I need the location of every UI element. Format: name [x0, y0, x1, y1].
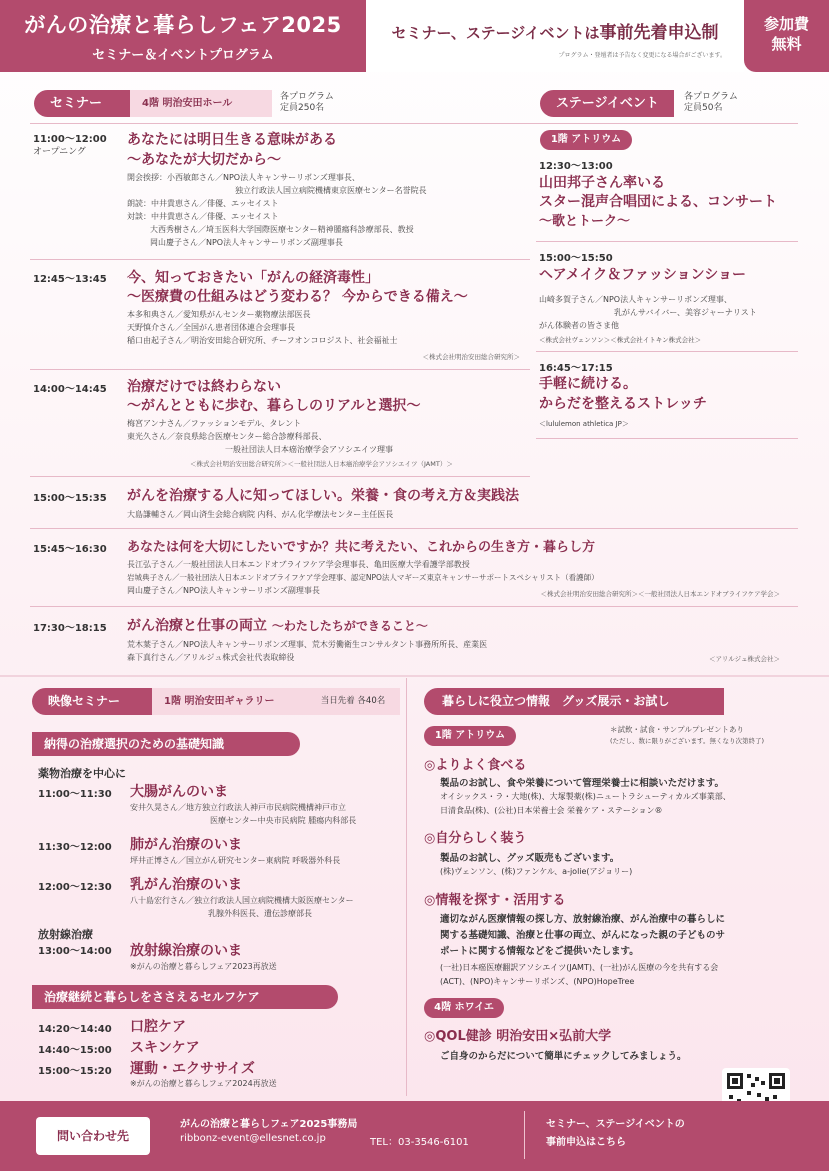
- video-time: 12:00～12:30: [38, 882, 112, 893]
- session-title2: ～あなたが大切だから～: [127, 152, 281, 168]
- stage-time: 12:30～13:00: [539, 161, 613, 172]
- session-time: 14:00～14:45: [33, 384, 107, 395]
- header-title-block: [0, 0, 366, 72]
- info-line: 関する基礎知識、治療と仕事の両立、がんになった親の子どものサ: [440, 930, 726, 941]
- fair-title: がんの治療と暮らしフェア2025: [24, 13, 342, 37]
- info-line: 適切ながん医療情報の探し方、放射線治療、がん治療中の暮らしに: [440, 914, 726, 925]
- phone[interactable]: TEL：03-3546-6101: [370, 1137, 469, 1148]
- info-title: ◎よりよく食べる: [424, 758, 527, 773]
- video-category: 薬物治療を中心に: [38, 767, 126, 780]
- seminar-capacity: 各プログラム 定員250名: [280, 92, 334, 113]
- session-title: あなたには明日生きる意味がある: [127, 132, 337, 148]
- speaker-line: 岡山慶子さん／NPO法人キャンサーリボンズ副理事長: [150, 238, 343, 247]
- info-line: (一社)日本癌医療翻訳アソシエイツ(JAMT)、(一社)がん医療の今を共有する会: [440, 963, 719, 972]
- speaker-line: 東光久さん／奈良県総合医療センター総合診療科部長、: [127, 432, 327, 441]
- info-venue-note: (ただし、数に限りがございます。無くなり次第終了): [610, 737, 765, 745]
- speaker-line: 本多和典さん／愛知県がんセンター薬物療法部医長: [127, 310, 311, 319]
- speaker-line: 稲口由起子さん／明治安田総合研究所、チーフオンコロジスト、社会福祉士: [127, 336, 398, 345]
- speaker-line: 朗読：中井貴恵さん／俳優、エッセイスト: [127, 199, 279, 208]
- info-line: (ACT)、(NPO)キャンサーリボンズ、(NPO)HopeTree: [440, 977, 635, 986]
- info-line: 製品のお試し、グッズ販売もございます。: [440, 853, 620, 864]
- session-title: がんを治療する人に知ってほしい。栄養・食の考え方＆実践法: [127, 488, 519, 504]
- video-bar-1: 納得の治療選択のための基礎知識: [32, 732, 300, 756]
- apply-line1: セミナー、ステージイベントの: [546, 1119, 685, 1130]
- seminar-row: [30, 479, 798, 529]
- info-title: ◎QOL健診 明治安田×弘前大学: [424, 1029, 612, 1044]
- stage-item: [536, 354, 798, 439]
- info-title: ◎情報を探す・活用する: [424, 893, 566, 908]
- speaker-line: 対談：中井貴恵さん／俳優、エッセイスト: [127, 212, 279, 221]
- session-title2: ～医療費の仕組みはどう変わる？ 今からできる備え～: [127, 289, 468, 305]
- speaker-line: 森下真行さん／アリルジュ株式会社代表取締役: [127, 653, 295, 662]
- seminar-row: [30, 372, 530, 477]
- speaker-line: 岡山慶子さん／NPO法人キャンサーリボンズ副理事長: [127, 586, 320, 595]
- fair-subtitle: セミナー＆イベントプログラム: [92, 48, 274, 63]
- stage-venue-pill: 1階 アトリウム: [540, 130, 632, 150]
- session-title2: ～がんとともに歩む、暮らしのリアルと選択～: [127, 398, 421, 414]
- video-title: 肺がん治療のいま: [130, 837, 242, 853]
- session-title: 治療だけでは終わらない: [127, 379, 281, 395]
- video-line: 乳腺外科医長、遺伝診療部長: [208, 909, 312, 918]
- care-note: ※がんの治療と暮らしフェア2024再放送: [130, 1079, 277, 1088]
- care-time: 14:40～15:00: [38, 1045, 112, 1056]
- sponsor-note: ＜株式会社明治安田総合研究所＞＜一般社団法人日本癌治療学会アソシエイツ（JAMT）＞: [190, 460, 453, 468]
- sponsor-note: ＜株式会社明治安田総合研究所＞: [422, 353, 520, 361]
- seminar-row: [30, 609, 798, 673]
- apply-line2: 事前申込はこちら: [546, 1137, 626, 1148]
- info-venue-pill: 1階 アトリウム: [424, 726, 516, 746]
- stage-capacity: 各プログラム 定員50名: [684, 92, 738, 113]
- divider: [0, 675, 829, 677]
- footer: [0, 1101, 829, 1171]
- info-venue-note: ＊試飲・試食・サンプルプレゼントあり: [610, 725, 745, 734]
- speaker-line: 天野慎介さん／全国がん患者団体連合会理事長: [127, 323, 295, 332]
- session-time: 12:45～13:45: [33, 274, 107, 285]
- video-line: 安井久晃さん／地方独立行政法人神戸市民病院機構神戸市立: [130, 803, 346, 812]
- speaker-line: 大西秀樹さん／埼玉医科大学国際医療センター精神腫瘍科診療部長、教授: [150, 225, 414, 234]
- video-title: 大腸がんのいま: [130, 784, 228, 800]
- divider: [30, 123, 798, 124]
- sponsor-note: ＜株式会社明治安田総合研究所＞＜一般社団法人日本エンドオブライフケア学会＞: [540, 590, 780, 598]
- session-title: がん治療と仕事の両立: [127, 618, 267, 634]
- care-title: 運動・エクササイズ: [130, 1061, 255, 1077]
- badge-line1: 参加費: [763, 15, 809, 33]
- speaker-line: 荒木葉子さん／NPO法人キャンサーリボンズ理事、荒木労働衛生コンサルタント事務所所長、産業医: [127, 640, 488, 649]
- video-title: 乳がん治療のいま: [130, 877, 242, 893]
- stage-title: ～歌とトーク～: [539, 214, 631, 229]
- care-time: 14:20～14:40: [38, 1024, 112, 1035]
- video-tab: 映像セミナー: [32, 688, 152, 715]
- stage-line: ＜lululemon athletica JP＞: [539, 420, 629, 428]
- video-time: 11:00～11:30: [38, 789, 112, 800]
- seminar-row: [30, 262, 530, 370]
- stage-title: スター混声合唱団による、コンサート: [539, 194, 777, 210]
- free-badge: [744, 0, 829, 72]
- session-title2: ～わたしたちができること～: [271, 619, 428, 633]
- session-time: 11:00～12:00: [33, 134, 107, 145]
- stage-item: [536, 154, 798, 242]
- info-venue-pill: 4階 ホワイエ: [424, 998, 504, 1018]
- speaker-line: 梅宮アンナさん／ファッションモデル、タレント: [127, 419, 302, 428]
- video-line: 坪井正博さん／国立がん研究センター東病院 呼吸器外科長: [130, 856, 341, 865]
- notice-bold: 事前先着申込制: [599, 23, 719, 43]
- info-title: ◎自分らしく装う: [424, 831, 527, 846]
- video-time: 13:00～14:00: [38, 946, 112, 957]
- info-line: (株)ヴェンソン、(株)ファンケル、a-jolie(アジョリー): [440, 867, 633, 876]
- stage-line: ＜株式会社ヴェンソン＞＜株式会社イトキン株式会社＞: [539, 336, 702, 344]
- header-notice: [366, 0, 744, 72]
- sponsor-note: ＜アリルジュ株式会社＞: [709, 655, 780, 663]
- speaker-line: 岩城典子さん／一般社団法人日本エンドオブライフケア学会理事、認定NPO法人マギーズ東京キャンサーサポートスペシャリスト（看護師）: [127, 573, 599, 582]
- stage-line: がん体験者の皆さま他: [539, 321, 619, 330]
- video-title: 放射線治療のいま: [130, 943, 242, 959]
- speaker-line: 長江弘子さん／一般社団法人日本エンドオブライフケア学会理事長、亀田医療大学看護学部教授: [127, 560, 470, 569]
- speaker-line: 独立行政法人国立病院機構東京医療センター名誉院長: [235, 186, 427, 195]
- info-line: ポートに関する情報などをご提供いたします。: [440, 946, 639, 957]
- session-time: 15:00～15:35: [33, 493, 107, 504]
- info-tab: 暮らしに役立つ情報 グッズ展示・お試し: [424, 688, 724, 715]
- email[interactable]: ribbonz-event@ellesnet.co.jp: [180, 1133, 326, 1144]
- video-line: 医療センター中央市民病院 腫瘍内科部長: [210, 816, 357, 825]
- video-time: 11:30～12:00: [38, 842, 112, 853]
- seminar-row: [30, 127, 530, 260]
- seminar-venue: 4階 明治安田ホール: [130, 90, 272, 117]
- video-venue: 1階 明治安田ギャラリー: [152, 688, 306, 715]
- column-divider: [406, 678, 407, 1096]
- notice-text: セミナー、ステージイベントは: [391, 24, 600, 42]
- care-title: スキンケア: [130, 1040, 200, 1056]
- info-line: ご自身のからだについて簡単にチェックしてみましょう。: [440, 1051, 687, 1062]
- office-name: がんの治療と暮らしフェア2025事務局: [180, 1119, 358, 1130]
- contact-label: 問い合わせ先: [36, 1117, 150, 1155]
- video-category: 放射線治療: [38, 928, 93, 941]
- footer-divider: [524, 1111, 525, 1159]
- stage-tab: ステージイベント: [540, 90, 674, 117]
- seminar-tab: セミナー: [34, 90, 130, 117]
- speaker-line: 大島謙輔さん／岡山済生会総合病院 内科、がん化学療法センター主任医長: [127, 510, 394, 519]
- info-line: オイシックス・ラ・大地(株)、大塚製薬(株)ニュートラシューティカルズ事業部、: [440, 792, 731, 801]
- speaker-line: 一般社団法人日本癌治療学会アソシエイツ理事: [225, 445, 393, 454]
- session-title: 今、知っておきたい「がんの経済毒性」: [127, 270, 379, 286]
- stage-title: 山田邦子さん率いる: [539, 175, 665, 191]
- stage-title: 手軽に続ける。: [539, 376, 637, 392]
- info-line: 製品のお試し、食や栄養について管理栄養士に相談いただけます。: [440, 778, 725, 789]
- stage-line: 山崎多賀子さん／NPO法人キャンサーリボンズ理事、: [539, 295, 732, 304]
- badge-line2: 無料: [771, 35, 802, 53]
- care-time: 15:00～15:20: [38, 1066, 112, 1077]
- stage-title: ヘアメイク＆ファッションショー: [539, 267, 746, 283]
- video-line: ※がんの治療と暮らしフェア2023再放送: [130, 962, 277, 971]
- stage-time: 16:45～17:15: [539, 363, 613, 374]
- stage-line: 乳がんサバイバー、美容ジャーナリスト: [614, 308, 757, 317]
- video-capacity: 当日先着 各40名: [306, 688, 400, 715]
- video-bar-2: 治療継続と暮らしをささえるセルフケア: [32, 985, 338, 1009]
- session-time: 17:30～18:15: [33, 623, 107, 634]
- stage-item: [536, 244, 798, 352]
- seminar-row: [30, 531, 798, 607]
- session-time: 15:45～16:30: [33, 544, 107, 555]
- care-title: 口腔ケア: [130, 1019, 186, 1035]
- notice-small: プログラム・登壇者は予告なく変更になる場合がございます。: [558, 52, 726, 59]
- info-line: 日清食品(株)、(公社)日本栄養士会 栄養ケア・ステーション®: [440, 806, 663, 815]
- stage-title: からだを整えるストレッチ: [539, 396, 707, 412]
- stage-time: 15:00～15:50: [539, 253, 613, 264]
- video-line: 八十島宏行さん／独立行政法人国立病院機構大阪医療センター: [130, 896, 354, 905]
- session-sub: オープニング: [33, 147, 86, 157]
- session-title: あなたは何を大切にしたいですか？共に考えたい、これからの生き方・暮らし方: [127, 540, 596, 555]
- speaker-line: 開会挨拶：小西敏郎さん／NPO法人キャンサーリボンズ理事長、: [127, 173, 360, 182]
